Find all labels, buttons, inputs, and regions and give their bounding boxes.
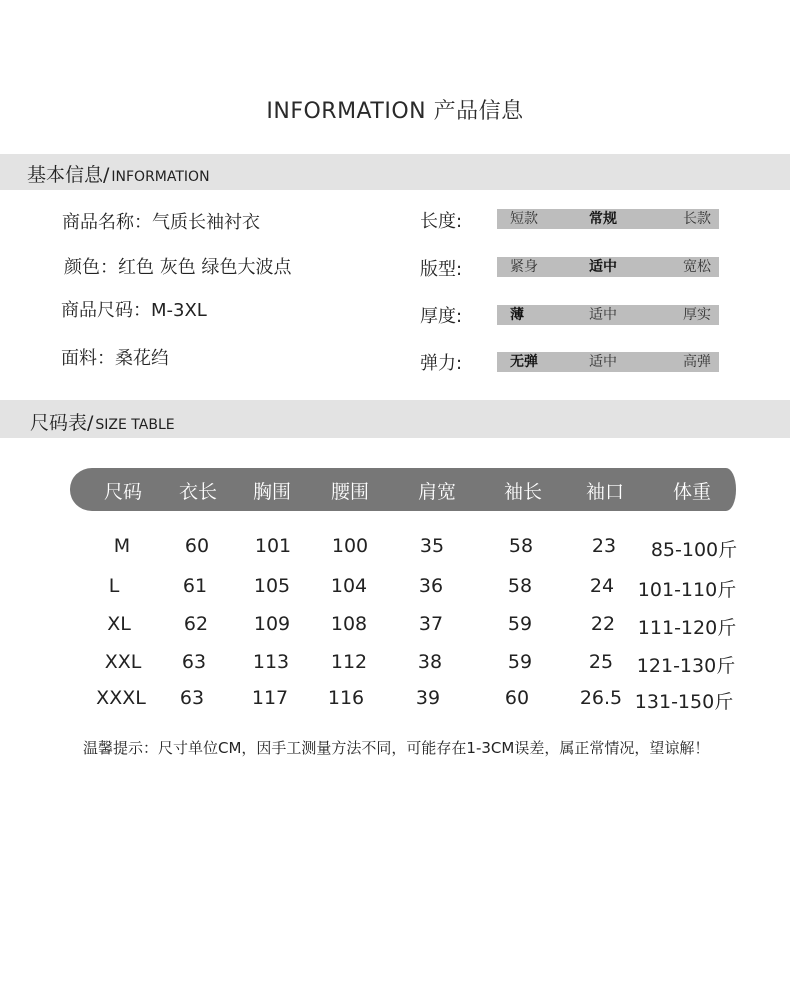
table-cell: 38 <box>417 651 443 673</box>
table-cell: 117 <box>251 687 289 709</box>
size-table-header <box>70 468 736 511</box>
attr-option: 宽松 <box>683 259 711 275</box>
table-cell: 58 <box>508 535 534 557</box>
table-cell: 104 <box>330 575 368 597</box>
table-cell: XL <box>107 613 131 635</box>
attr-scale-thickness <box>497 305 719 325</box>
table-cell: 24 <box>589 575 615 597</box>
size-header-cell: 体重 <box>672 481 712 503</box>
section-title-main: 尺码表/ <box>30 412 94 434</box>
table-cell: M <box>113 535 131 557</box>
size-header-cell: 衣长 <box>178 481 218 503</box>
section-title-sub: INFORMATION <box>111 169 210 185</box>
table-cell: 26.5 <box>579 687 623 709</box>
attr-label-length: 长度: <box>420 211 463 232</box>
info-product-name: 商品名称：气质长袖衬衣 <box>62 212 260 233</box>
attr-option: 适中 <box>589 307 617 323</box>
table-cell: 85-100斤 <box>650 539 738 561</box>
footnote: 温馨提示：尺寸单位CM，因手工测量方法不同，可能存在1-3CM误差，属正常情况，望谅解！ <box>83 739 710 757</box>
attr-option: 适中 <box>589 354 617 370</box>
attr-option-selected: 常规 <box>589 211 617 227</box>
table-cell: 37 <box>418 613 444 635</box>
table-cell: 100 <box>331 535 369 557</box>
attr-option-selected: 适中 <box>589 259 617 275</box>
table-cell: 35 <box>419 535 445 557</box>
size-header-cell: 肩宽 <box>417 481 457 503</box>
table-cell: 131-150斤 <box>634 691 734 713</box>
section-band-basic-info <box>0 154 790 190</box>
attr-option-selected: 薄 <box>510 307 524 323</box>
size-header-cell: 袖口 <box>585 481 625 503</box>
attr-label-fit: 版型: <box>420 259 463 280</box>
table-cell: XXXL <box>96 687 146 709</box>
section-title-size-table <box>30 408 175 435</box>
attr-option-selected: 无弹 <box>510 354 538 370</box>
table-cell: 101-110斤 <box>637 579 737 601</box>
size-header-cell: 胸围 <box>252 481 292 503</box>
table-cell: 101 <box>254 535 292 557</box>
table-cell: 59 <box>507 613 533 635</box>
table-cell: 39 <box>415 687 441 709</box>
table-cell: 113 <box>252 651 290 673</box>
table-cell: 23 <box>591 535 617 557</box>
attr-label-elasticity: 弹力: <box>420 353 463 374</box>
table-cell: 116 <box>327 687 365 709</box>
attr-scale-elasticity <box>497 352 719 372</box>
table-cell: 121-130斤 <box>636 655 736 677</box>
page-title: INFORMATION 产品信息 <box>266 99 524 124</box>
size-header-cell: 尺码 <box>103 481 143 503</box>
table-cell: 108 <box>330 613 368 635</box>
table-cell: 60 <box>504 687 530 709</box>
table-cell: 22 <box>590 613 616 635</box>
table-cell: 112 <box>330 651 368 673</box>
table-cell: 58 <box>507 575 533 597</box>
info-sizes: 商品尺码：M-3XL <box>61 300 207 321</box>
attr-option: 长款 <box>683 211 711 227</box>
table-cell: 60 <box>184 535 210 557</box>
table-cell: XXL <box>104 651 142 673</box>
table-cell: 109 <box>253 613 291 635</box>
table-cell: 63 <box>179 687 205 709</box>
size-header-cell: 腰围 <box>330 481 370 503</box>
table-cell: 61 <box>182 575 208 597</box>
table-cell: 59 <box>507 651 533 673</box>
attr-option: 高弹 <box>683 354 711 370</box>
section-title-basic-info <box>27 160 210 187</box>
table-cell: 63 <box>181 651 207 673</box>
section-band-size-table <box>0 400 790 438</box>
table-cell: L <box>108 575 120 597</box>
table-cell: 62 <box>183 613 209 635</box>
table-cell: 111-120斤 <box>637 617 737 639</box>
attr-label-thickness: 厚度: <box>420 306 463 327</box>
attr-option: 短款 <box>510 211 538 227</box>
info-colors: 颜色：红色 灰色 绿色大波点 <box>64 257 292 278</box>
attr-scale-length <box>497 209 719 229</box>
table-cell: 25 <box>588 651 614 673</box>
table-cell: 105 <box>253 575 291 597</box>
section-title-sub: SIZE TABLE <box>95 417 175 433</box>
size-header-cell: 袖长 <box>503 481 543 503</box>
attr-option: 紧身 <box>510 259 538 275</box>
section-title-main: 基本信息/ <box>27 164 110 186</box>
table-cell: 36 <box>418 575 444 597</box>
attr-option: 厚实 <box>683 307 711 323</box>
info-fabric: 面料：桑花绉 <box>61 348 169 369</box>
attr-scale-fit <box>497 257 719 277</box>
